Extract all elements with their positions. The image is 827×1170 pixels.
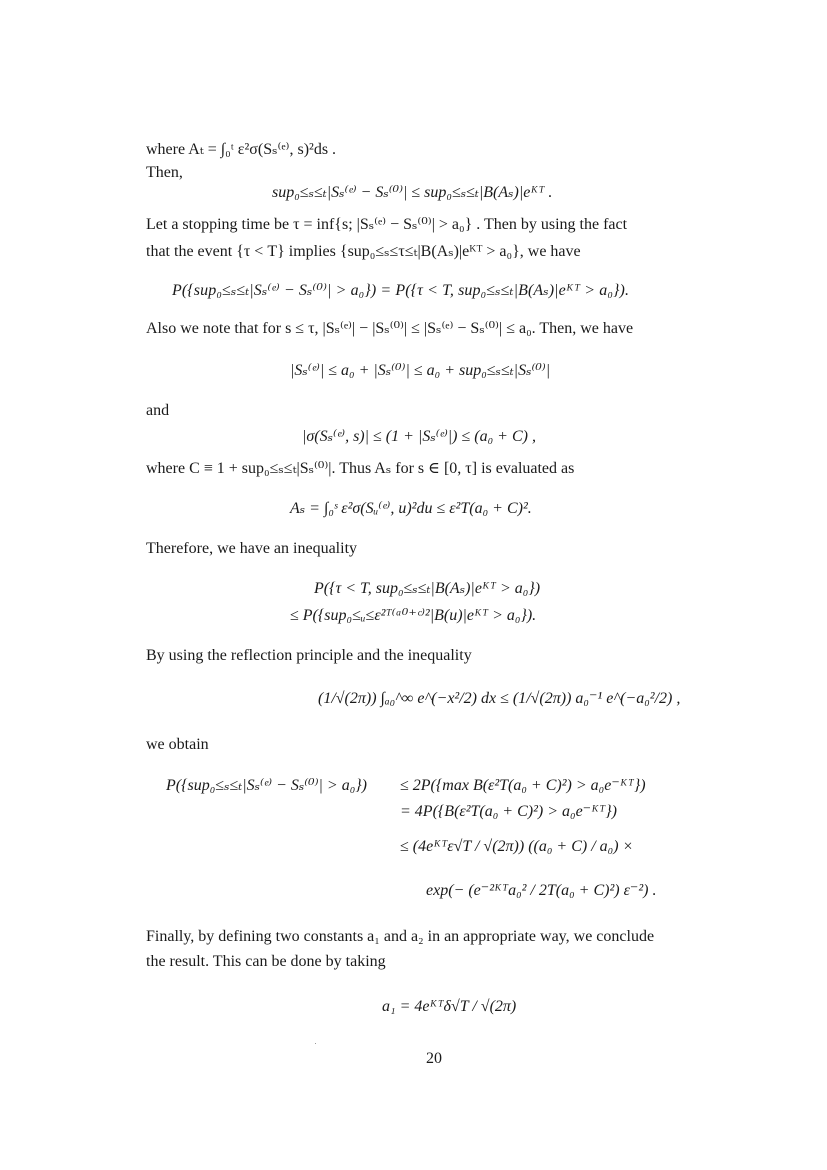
equation: (1/√(2π)) ∫ₐ₀^∞ e^(−x²/2) dx ≤ (1/√(2π)) a₀⁻¹ e^(−a₀²/2) , bbox=[318, 690, 681, 707]
equation: ≤ (4eᴷᵀε√T / √(2π)) ((a₀ + C) / a₀) × bbox=[400, 838, 634, 855]
equation: sup₀≤ₛ≤ₜ|Sₛ⁽ᵉ⁾ − Sₛ⁽⁰⁾| ≤ sup₀≤ₛ≤ₜ|B(Aₛ)|eᴷᵀ . bbox=[272, 184, 553, 201]
text-line: Then, bbox=[146, 164, 183, 181]
equation: = 4P({B(ε²T(a₀ + C)²) > a₀e⁻ᴷᵀ}) bbox=[400, 803, 617, 820]
text-line: Therefore, we have an inequality bbox=[146, 540, 358, 557]
equation: Aₛ = ∫₀ˢ ε²σ(Sᵤ⁽ᵉ⁾, u)²du ≤ ε²T(a₀ + C)². bbox=[290, 500, 532, 517]
equation: exp(− (e⁻²ᴷᵀa₀² / 2T(a₀ + C)²) ε⁻²) . bbox=[426, 882, 657, 899]
equation: a₁ = 4eᴷᵀδ√T / √(2π) bbox=[382, 998, 517, 1015]
text-line: where Aₜ = ∫₀ᵗ ε²σ(Sₛ⁽ᵉ⁾, s)²ds . bbox=[146, 141, 337, 158]
page-number: 20 bbox=[426, 1050, 442, 1067]
text-line: By using the reflection principle and the inequality bbox=[146, 647, 472, 664]
equation: |Sₛ⁽ᵉ⁾| ≤ a₀ + |Sₛ⁽⁰⁾| ≤ a₀ + sup₀≤ₛ≤ₜ|Sₛ⁽⁰⁾| bbox=[290, 362, 551, 379]
text-line: that the event {τ < T} implies {sup₀≤ₛ≤τ≤ₜ|B(Aₛ)|eᴷᵀ > a₀}, we have bbox=[146, 243, 581, 260]
equation: |σ(Sₛ⁽ᵉ⁾, s)| ≤ (1 + |Sₛ⁽ᵉ⁾|) ≤ (a₀ + C) , bbox=[302, 428, 536, 445]
text-line: the result. This can be done by taking bbox=[146, 953, 386, 970]
equation: P({sup₀≤ₛ≤ₜ|Sₛ⁽ᵉ⁾ − Sₛ⁽⁰⁾| > a₀}) = P({τ < T, sup₀≤ₛ≤ₜ|B(Aₛ)|eᴷᵀ > a₀}). bbox=[172, 282, 630, 299]
equation: ≤ 2P({max B(ε²T(a₀ + C)²) > a₀e⁻ᴷᵀ}) bbox=[400, 777, 646, 794]
equation: P({τ < T, sup₀≤ₛ≤ₜ|B(Aₛ)|eᴷᵀ > a₀}) bbox=[314, 580, 541, 597]
text-line: we obtain bbox=[146, 736, 209, 753]
text-line: Also we note that for s ≤ τ, |Sₛ⁽ᵉ⁾| − |Sₛ⁽⁰⁾| ≤ |Sₛ⁽ᵉ⁾ − Sₛ⁽⁰⁾| ≤ a₀. Then, we have bbox=[146, 320, 634, 337]
equation: P({sup₀≤ₛ≤ₜ|Sₛ⁽ᵉ⁾ − Sₛ⁽⁰⁾| > a₀}) bbox=[166, 777, 367, 794]
text-line: Finally, by defining two constants a₁ and a₂ in an appropriate way, we conclude bbox=[146, 928, 655, 945]
scan-dot bbox=[315, 1043, 316, 1044]
text-line: and bbox=[146, 402, 170, 419]
equation: ≤ P({sup₀≤ᵤ≤ε²ᵀ⁽ᵃ⁰⁺ᶜ⁾²|B(u)|eᴷᵀ > a₀}). bbox=[290, 607, 537, 624]
text-line: Let a stopping time be τ = inf{s; |Sₛ⁽ᵉ⁾ − Sₛ⁽⁰⁾| > a₀} . Then by using the fact bbox=[146, 216, 628, 233]
text-line: where C ≡ 1 + sup₀≤ₛ≤ₜ|Sₛ⁽⁰⁾|. Thus Aₛ for s ∈ [0, τ] is evaluated as bbox=[146, 460, 575, 477]
